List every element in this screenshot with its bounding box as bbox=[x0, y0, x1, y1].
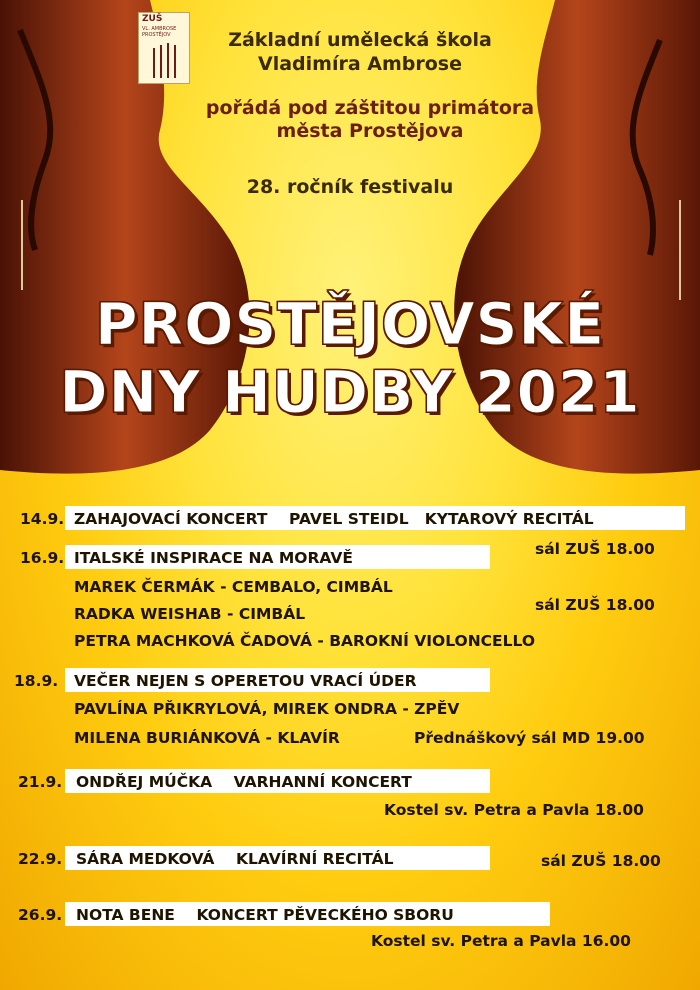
school-name bbox=[190, 28, 530, 76]
logo-name: ZUŠ bbox=[142, 14, 163, 24]
event-date: 14.9. bbox=[20, 510, 65, 528]
patron-line1: pořádá pod záštitou primátora bbox=[205, 97, 535, 119]
event-headline: ONDŘEJ MÚČKA VARHANNÍ KONCERT bbox=[76, 773, 412, 791]
logo-harp-icon bbox=[139, 13, 189, 83]
school-line1: Základní umělecká škola bbox=[228, 29, 492, 51]
festival-edition: 28. ročník festivalu bbox=[246, 176, 454, 198]
event-venue: Přednáškový sál MD 19.00 bbox=[414, 729, 645, 747]
event-performer: PAVLÍNA PŘIKRYLOVÁ, MIREK ONDRA - ZPĚV bbox=[74, 700, 460, 718]
event-performer: PETRA MACHKOVÁ ČADOVÁ - BAROKNÍ VIOLONCELLO bbox=[74, 632, 536, 650]
event-date: 21.9. bbox=[18, 773, 63, 791]
event-headline: VEČER NEJEN S OPERETOU VRACÍ ÚDER bbox=[74, 672, 417, 690]
event-venue: Kostel sv. Petra a Pavla 18.00 bbox=[384, 801, 644, 819]
event-performer: MILENA BURIÁNKOVÁ - KLAVÍR bbox=[74, 729, 340, 747]
event-date: 18.9. bbox=[14, 672, 59, 690]
event-venue: sál ZUŠ 18.00 bbox=[535, 596, 655, 614]
event-headline: ITALSKÉ INSPIRACE NA MORAVĚ bbox=[74, 549, 353, 567]
event-date: 26.9. bbox=[18, 906, 63, 924]
school-line2: Vladimíra Ambrose bbox=[258, 53, 462, 75]
school-logo bbox=[138, 12, 190, 84]
patron-line2: města Prostějova bbox=[276, 120, 464, 142]
event-date: 16.9. bbox=[20, 549, 65, 567]
event-date: 22.9. bbox=[18, 850, 63, 868]
title-line1: PROSTĚJOVSKÉ bbox=[95, 290, 605, 358]
event-performer: RADKA WEISHAB - CIMBÁL bbox=[74, 605, 306, 623]
event-headline: ZAHAJOVACÍ KONCERT PAVEL STEIDL KYTAROVÝ RECITÁL bbox=[74, 510, 594, 528]
logo-sub: VL. AMBROSE PROSTĚJOV bbox=[142, 26, 177, 38]
event-venue: sál ZUŠ 18.00 bbox=[535, 540, 655, 558]
event-venue: sál ZUŠ 18.00 bbox=[541, 852, 661, 870]
title-line2: DNY HUDBY 2021 bbox=[59, 358, 641, 426]
event-venue: Kostel sv. Petra a Pavla 16.00 bbox=[371, 932, 631, 950]
event-performer: MAREK ČERMÁK - CEMBALO, CIMBÁL bbox=[74, 578, 393, 596]
event-headline: SÁRA MEDKOVÁ KLAVÍRNÍ RECITÁL bbox=[76, 850, 394, 868]
patronage bbox=[180, 97, 560, 143]
event-headline: NOTA BENE KONCERT PĚVECKÉHO SBORU bbox=[76, 906, 454, 924]
